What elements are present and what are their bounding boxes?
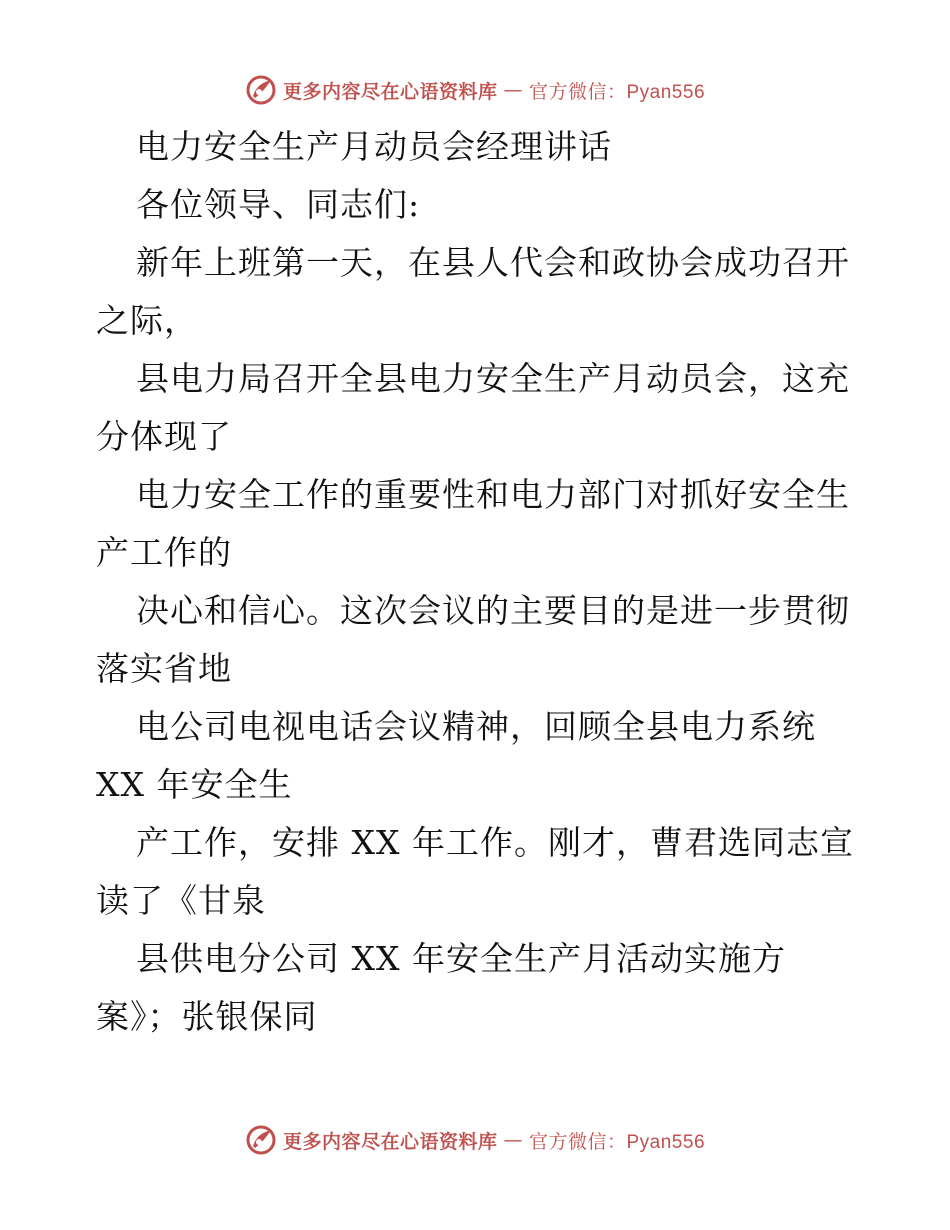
banner-main-text: 更多内容尽在心语资料库 <box>282 1130 498 1153</box>
banner-wechat-text: 官方微信：Pyan556 <box>529 1131 706 1153</box>
text-line: 新年上班第一天，在县人代会和政协会成功召开 <box>136 243 850 282</box>
banner-separator: — <box>503 1129 523 1151</box>
document-title: 电力安全生产月动员会经理讲话 <box>136 127 612 166</box>
text-line: 县供电分公司 XX 年安全生产月活动实施方 <box>136 939 786 978</box>
text-line: 县电力局召开全县电力安全生产月动员会，这充 <box>136 359 850 398</box>
banner-wechat-text: 官方微信：Pyan556 <box>529 81 706 103</box>
text-line: 决心和信心。这次会议的主要目的是进一步贯彻 <box>136 591 850 630</box>
text-line: 落实省地 <box>96 649 232 688</box>
banner-separator: — <box>503 79 523 101</box>
text-line: 电公司电视电话会议精神，回顾全县电力系统 <box>136 707 816 746</box>
text-line: 之际， <box>96 301 198 340</box>
document-body <box>96 118 856 1046</box>
text-line: XX 年安全生 <box>96 765 293 804</box>
text-line: 案》；张银保同 <box>96 997 318 1036</box>
text-line: 产工作，安排 XX 年工作。刚才，曹君选同志宣 <box>136 823 854 862</box>
ink-brush-logo-icon <box>245 74 277 106</box>
salutation: 各位领导、同志们: <box>136 185 421 224</box>
text-line: 电力安全工作的重要性和电力部门对抓好安全生 <box>136 475 850 514</box>
banner-main-text: 更多内容尽在心语资料库 <box>282 80 498 103</box>
ink-brush-logo-icon <box>245 1124 277 1156</box>
header-banner <box>0 70 950 110</box>
text-line: 产工作的 <box>96 533 232 572</box>
footer-banner <box>0 1120 950 1160</box>
text-line: 读了《甘泉 <box>96 881 266 920</box>
text-line: 分体现了 <box>96 417 232 456</box>
